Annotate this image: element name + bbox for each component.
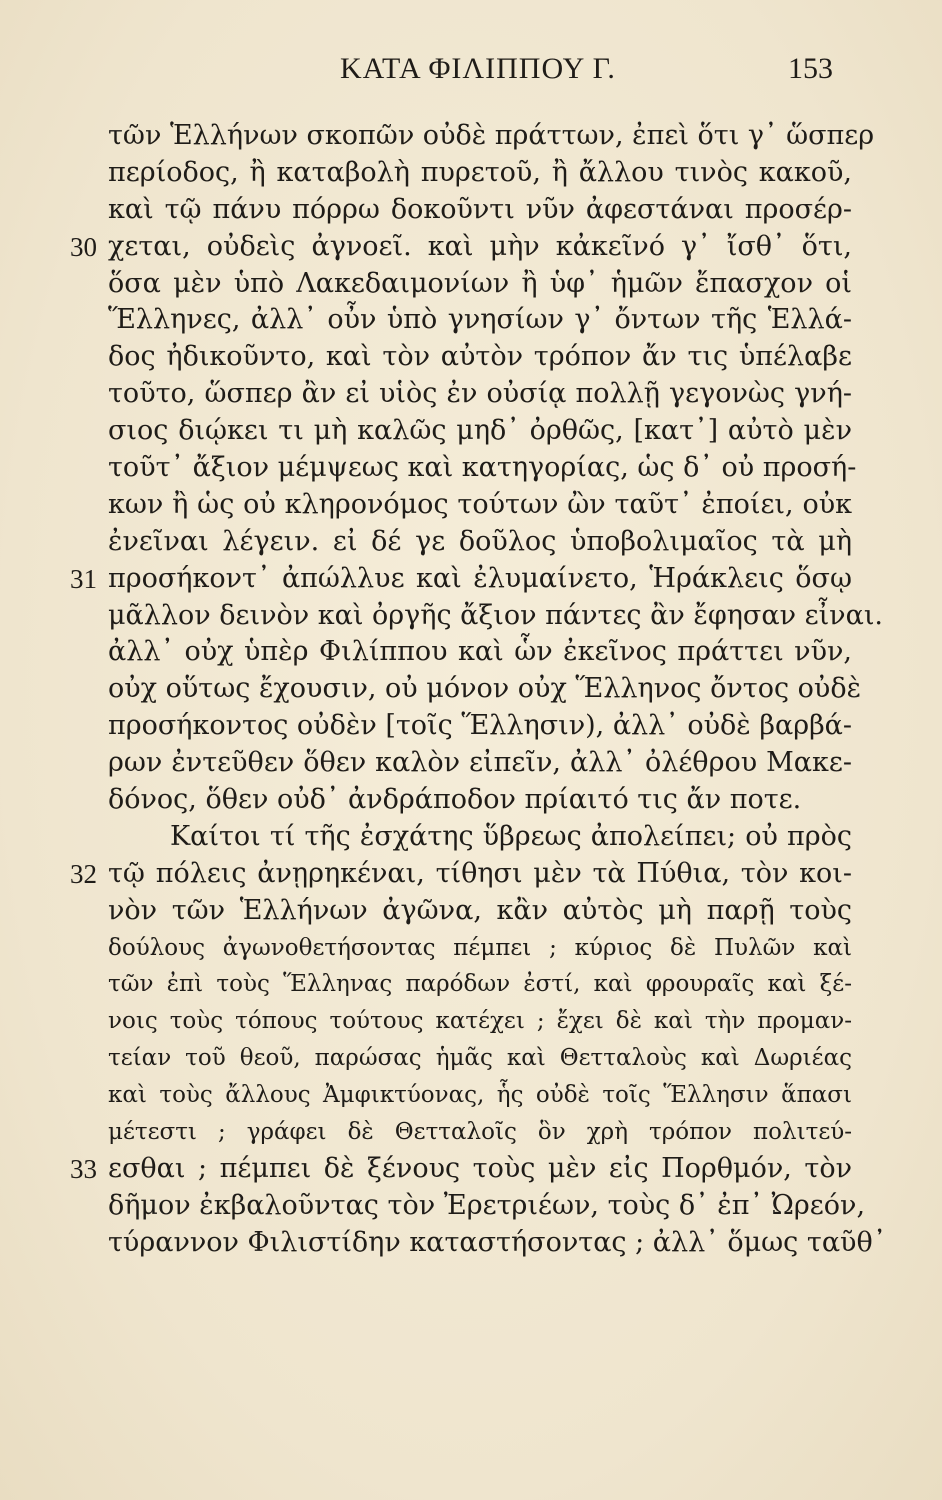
text-line: ἐνεῖναι λέγειν. εἰ δέ γε δοῦλος ὑποβολιμαῖος τὰ μὴ (108, 525, 852, 557)
text-line: Καίτοι τί τῆς ἐσχάτης ὕβρεως ἀπολείπει; οὐ πρὸς (170, 820, 852, 852)
text-line: δόνος, ὅθεν οὐδ᾽ ἀνδράποδον πρίαιτό τις ἄν ποτε. (108, 784, 802, 816)
text-line: ὅσα μὲν ὑπὸ Λακεδαιμονίων ἢ ὑφ᾽ ἡμῶν ἔπασχον οἱ (108, 267, 852, 299)
text-line: τῷ πόλεις ἀνῃρηκέναι, τίθησι μὲν τὰ Πύθια, τὸν κοι- (108, 857, 852, 889)
text-line: νὸν τῶν Ἑλλήνων ἀγῶνα, κἂν αὐτὸς μὴ παρῇ τοὺς (108, 894, 852, 926)
section-number: 30 (70, 231, 97, 262)
text-line: τῶν Ἑλλήνων σκοπῶν οὐδὲ πράττων, ἐπεὶ ὅτι γ᾽ ὥσπερ (108, 120, 875, 151)
text-line: δος ἠδικοῦντο, καὶ τὸν αὐτὸν τρόπον ἄν τις ὑπέλαβε (108, 341, 852, 373)
page-number: 153 (788, 52, 833, 85)
text-line: ἀλλ᾽ οὐχ ὑπὲρ Φιλίππου καὶ ὧν ἐκεῖνος πράττει νῦν, (108, 636, 852, 668)
text-line: τοῦτο, ὥσπερ ἂν εἰ υἱὸς ἐν οὐσίᾳ πολλῇ γεγονὼς γνή- (108, 378, 852, 410)
text-line: ρων ἐντεῦθεν ὅθεν καλὸν εἰπεῖν, ἀλλ᾽ ὀλέθρου Μακε- (108, 747, 852, 779)
text-line: τοῦτ᾽ ἄξιον μέμψεως καὶ κατηγορίας, ὡς δ᾽ οὐ προσή- (108, 452, 857, 484)
text-line: χεται, οὐδεὶς ἀγνοεῖ. καὶ μὴν κἀκεῖνό γ᾽ ἴσθ᾽ ὅτι, (108, 230, 852, 262)
text-line: οὐχ οὕτως ἔχουσιν, οὐ μόνον οὐχ Ἕλληνος ὄντος οὐδὲ (108, 673, 862, 705)
greek-text-body (108, 118, 887, 1262)
text-line: τείαν τοῦ θεοῦ, παρώσας ἡμᾶς καὶ Θετταλοὺς καὶ Δωριέας (108, 1045, 852, 1072)
text-line: καὶ τῷ πάνυ πόρρω δοκοῦντι νῦν ἀφεστάναι προσέρ- (108, 193, 852, 225)
text-line: εσθαι ; πέμπει δὲ ξένους τοὺς μὲν εἰς Πορθμόν, τὸν (108, 1152, 852, 1184)
text-line: Ἕλληνες, ἀλλ᾽ οὖν ὑπὸ γνησίων γ᾽ ὄντων τῆς Ἑλλά- (108, 304, 852, 336)
running-title: ΚΑΤΑ ΦΙΛΙΠΠΟΥ Γ. (340, 52, 616, 85)
text-line: περίοδος, ἢ καταβολὴ πυρετοῦ, ἢ ἄλλου τινὸς κακοῦ, (108, 156, 852, 188)
text-line: προσήκοντ᾽ ἀπώλλυε καὶ ἐλυμαίνετο, Ἡράκλεις ὅσῳ (108, 562, 852, 594)
text-line: τύραννον Φιλιστίδην καταστήσοντας ; ἀλλ᾽ ὅμως ταῦθ᾽ (108, 1226, 887, 1258)
text-line: μέτεστι ; γράφει δὲ Θετταλοῖς ὃν χρὴ τρόπον πολιτεύ- (108, 1119, 852, 1146)
text-line: κων ἢ ὡς οὐ κληρονόμος τούτων ὢν ταῦτ᾽ ἐποίει, οὐκ (108, 488, 852, 520)
text-line: δῆμον ἐκβαλοῦντας τὸν Ἐρετριέων, τοὺς δ᾽ ἐπ᾽ Ὠρεόν, (108, 1189, 866, 1221)
text-line: σιος διῴκει τι μὴ καλῶς μηδ᾽ ὀρθῶς, [κατ᾽] αὐτὸ μὲν (108, 415, 852, 447)
text-line: καὶ τοὺς ἄλλους Ἀμφικτύονας, ἧς οὐδὲ τοῖς Ἕλλησιν ἅπασι (108, 1082, 852, 1109)
text-line: τῶν ἐπὶ τοὺς Ἕλληνας παρόδων ἐστί, καὶ φρουραῖς καὶ ξέ- (108, 971, 852, 998)
section-number: 32 (70, 859, 97, 889)
text-line: νοις τοὺς τόπους τούτους κατέχει ; ἔχει δὲ καὶ τὴν προμαν- (108, 1008, 852, 1035)
text-line: δούλους ἀγωνοθετήσοντας πέμπει ; κύριος δὲ Πυλῶν καὶ (108, 934, 852, 961)
section-number: 33 (70, 1154, 97, 1185)
text-line: μᾶλλον δεινὸν καὶ ὀργῆς ἄξιον πάντες ἂν ἔφησαν εἶναι. (108, 599, 883, 631)
text-line: προσήκοντος οὐδὲν [τοῖς Ἕλλησιν), ἀλλ᾽ οὐδὲ βαρβά- (108, 710, 853, 742)
section-number: 31 (70, 563, 97, 594)
running-header (0, 52, 942, 96)
